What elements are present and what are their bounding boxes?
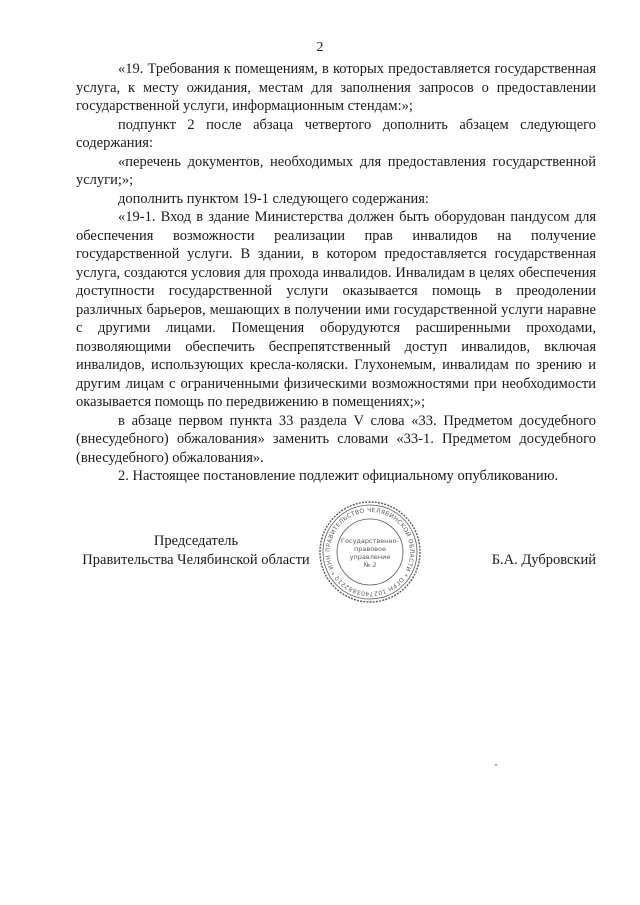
seal-center-line2: правовое (354, 545, 386, 553)
official-seal (318, 500, 422, 604)
seal-center-line1: Государственно- (341, 537, 399, 545)
paragraph-publication: 2. Настоящее постановление подлежит официальному опубликованию. (118, 468, 559, 484)
seal-ring-text: ПРАВИТЕЛЬСТВО ЧЕЛЯБИНСКОЙ ОБЛАСТИ * ОГРН 1027403882210 * ИНН (324, 506, 416, 598)
paragraph-item-33: в абзаце первом пункта 33 раздела V слова «33. Предметом досудебного (внесудебного) обжалования» заменить словами «33-1. Предметом досудебного (внесудебного) обжалования». (76, 412, 596, 466)
signature-block (0, 500, 640, 610)
paragraph-item-19-1: «19-1. Вход в здание Министерства должен быть оборудован пандусом для обеспечения возможности реализации прав инвалидов на получение государственной услуги. В здании, в котором предоставляется государственная услуга, создаются условия для прохода инвалидов. Инвалидам в целях обеспечения доступности государственной услуги оказывается помощь в преодолении различных барьеров, мешающих в получении ими государственной услуги наравне с другими лицами. Помещения оборудуются расширенными проходами, позволяющими обеспечить беспрепятственный доступ инвалидов, включая инвалидов, использующих кресла-коляски. Глухонемым, инвалидам по зрению и другим лицам с ограниченными физическими возможностями при необходимости оказывается помощь по передвижению в помещениях;»; (76, 209, 596, 410)
paragraph-subitem-2: подпункт 2 после абзаца четвертого дополнить абзацем следующего содержания: (76, 116, 596, 151)
scan-speck (495, 764, 497, 766)
page-number: 2 (316, 40, 324, 55)
paragraph-add-item-19-1: дополнить пунктом 19-1 следующего содержания: (118, 190, 429, 207)
seal-center-line4: № 2 (363, 561, 377, 569)
signatory-name: Б.А. Дубровский (491, 552, 596, 568)
signatory-title-line2: Правительства Челябинской области (82, 552, 310, 568)
signatory-title-line1: Председатель (153, 533, 239, 549)
signatory-title (76, 532, 316, 570)
document-body (76, 60, 596, 486)
paragraph-document-list: «перечень документов, необходимых для предоставления государственной услуги;»; (76, 153, 596, 188)
seal-center-line3: управление (349, 553, 391, 561)
paragraph-requirements: «19. Требования к помещениям, в которых предоставляется государственная услуга, к месту ожидания, местам для заполнения запросов о предоставлении государственной услуги, информационным стендам:»; (76, 61, 596, 114)
